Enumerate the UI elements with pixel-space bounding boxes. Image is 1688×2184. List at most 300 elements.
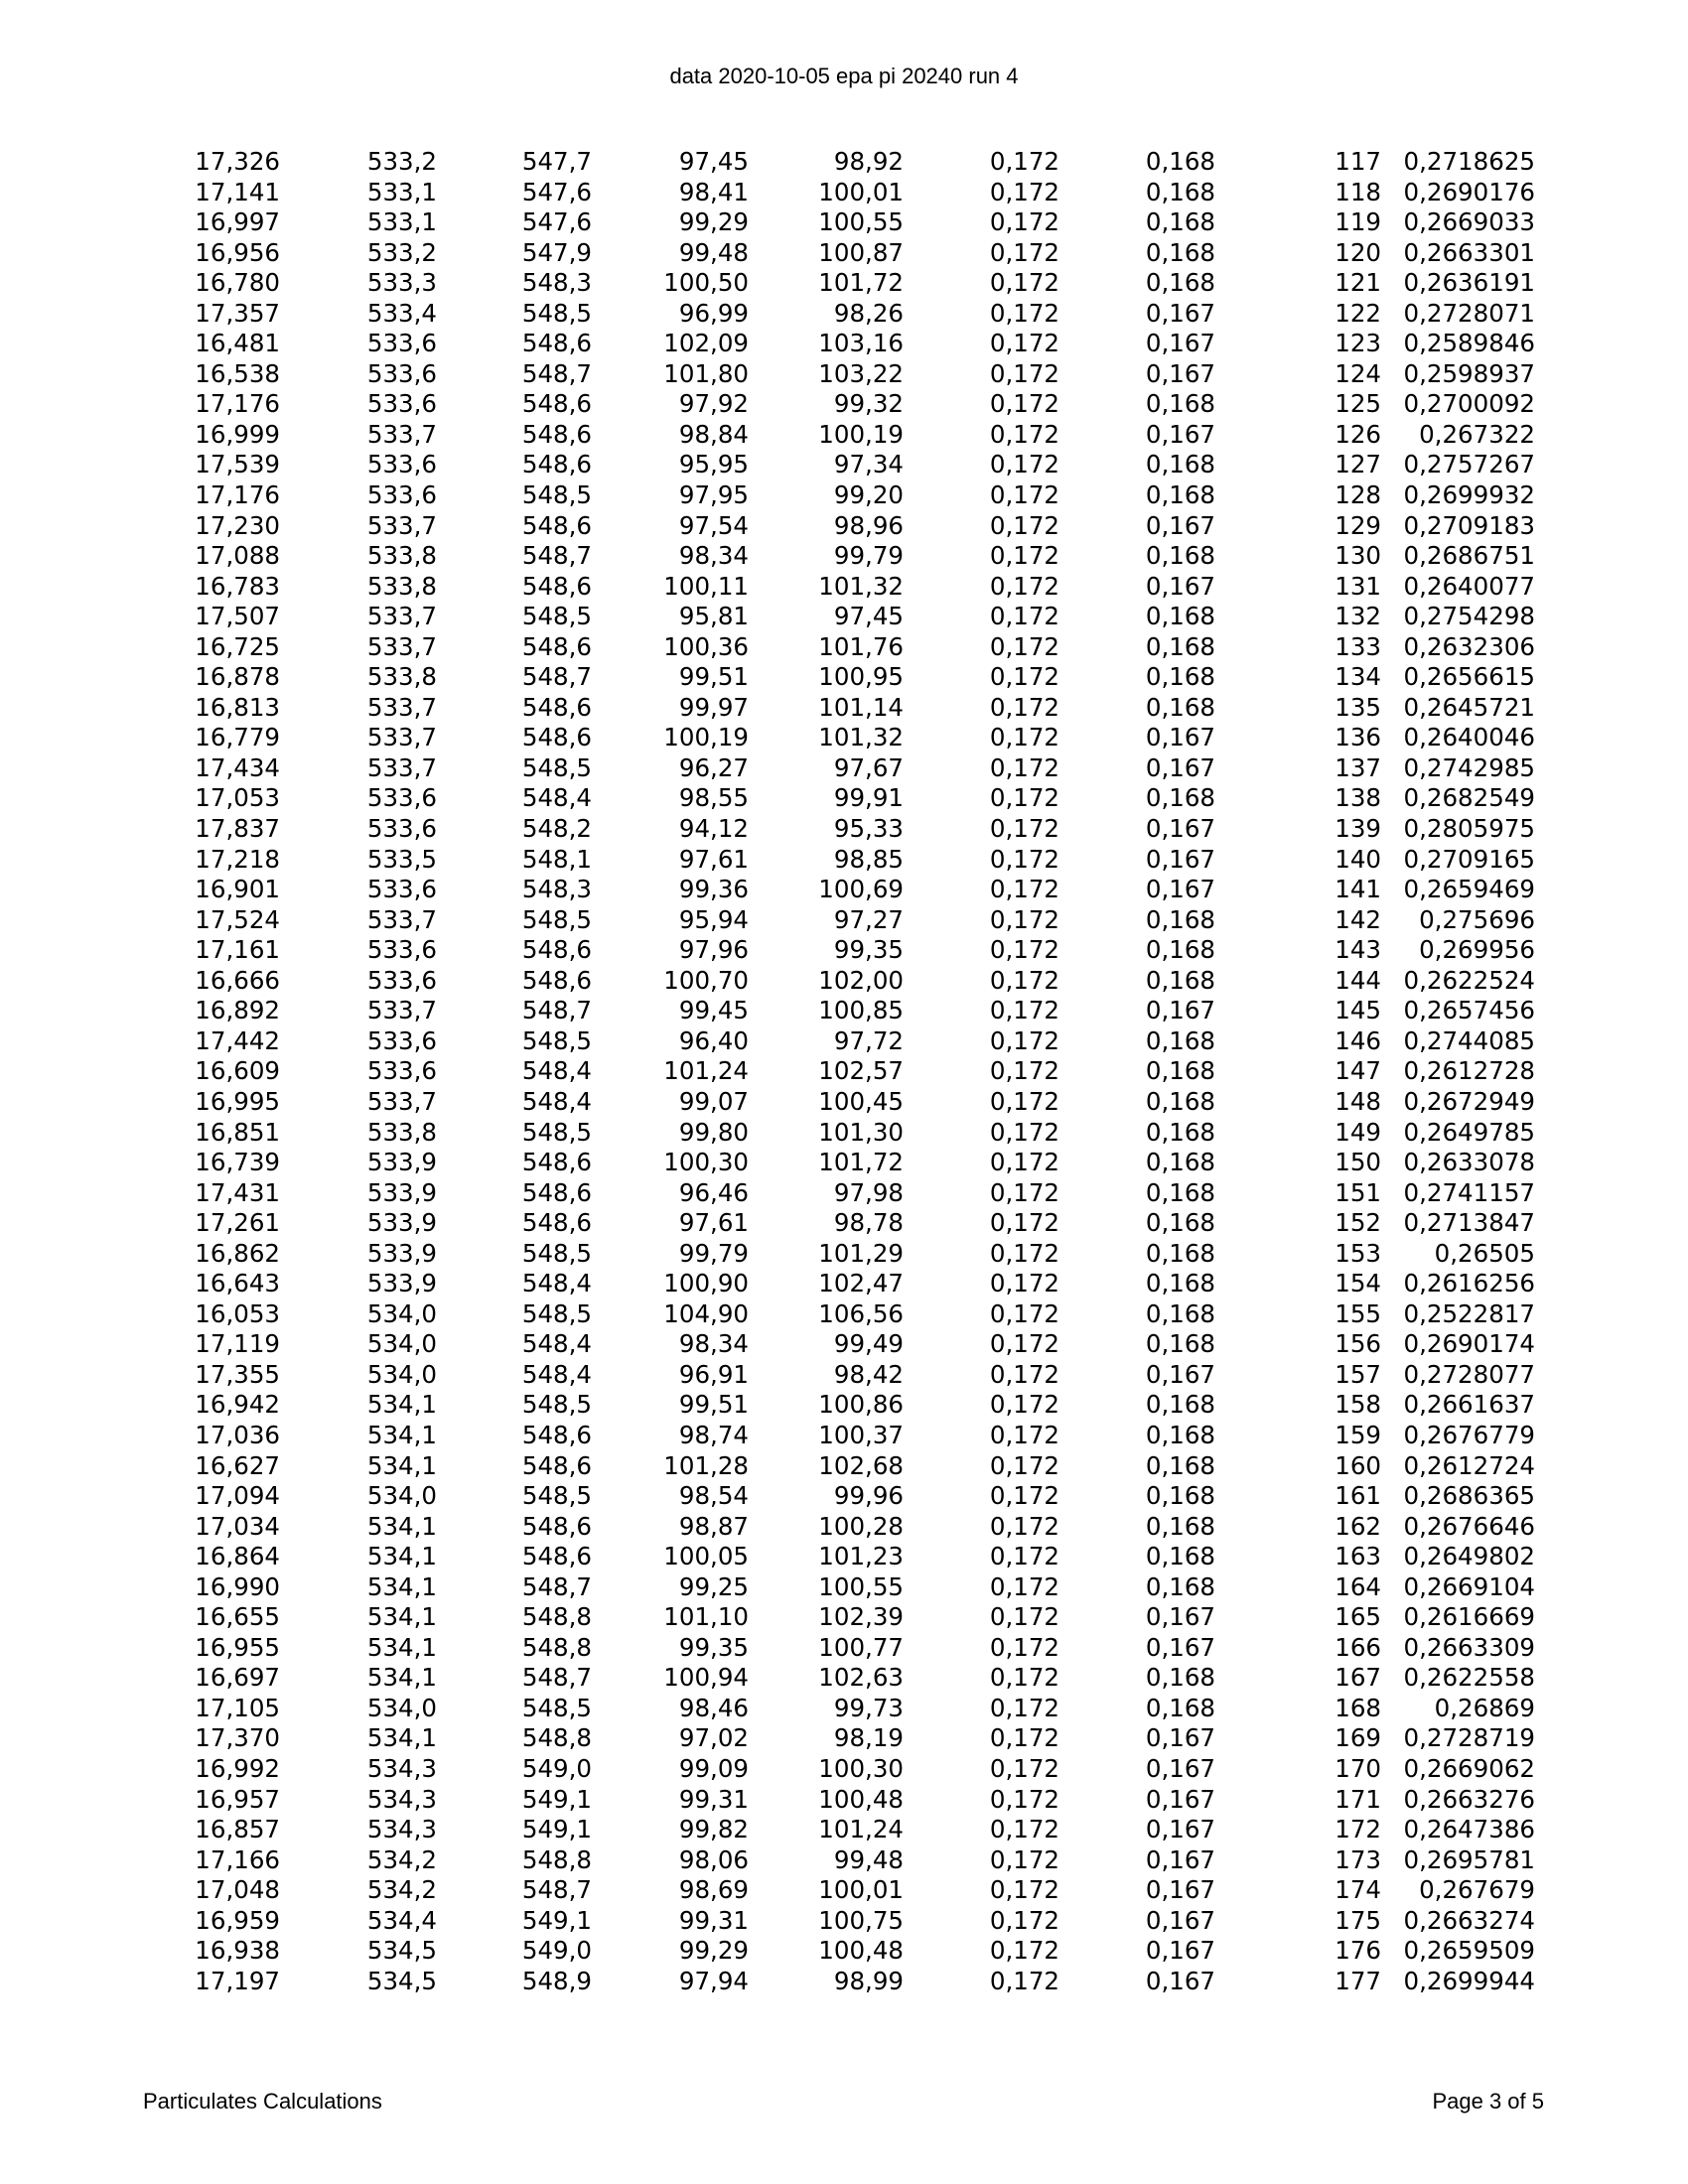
table-cell: 0,2633078 xyxy=(1403,1148,1535,1177)
table-row xyxy=(0,723,1535,753)
table-cell: 157 xyxy=(1335,1359,1381,1389)
table-cell: 0,172 xyxy=(989,1632,1059,1662)
table-cell: 0,2663274 xyxy=(1403,1905,1535,1935)
table-cell: 166 xyxy=(1335,1632,1381,1662)
table-cell: 98,34 xyxy=(678,541,749,571)
table-cell: 0,2522817 xyxy=(1403,1298,1535,1328)
table-cell: 16,666 xyxy=(195,965,280,995)
table-cell: 98,96 xyxy=(833,510,904,540)
table-row xyxy=(0,1087,1535,1118)
table-row xyxy=(0,1451,1535,1482)
table-cell: 0,168 xyxy=(1145,1390,1215,1420)
table-cell: 548,6 xyxy=(521,1420,592,1449)
table-cell: 534,3 xyxy=(366,1784,437,1814)
table-cell: 0,168 xyxy=(1145,631,1215,661)
table-cell: 0,167 xyxy=(1145,1784,1215,1814)
table-row xyxy=(0,207,1535,238)
table-cell: 17,141 xyxy=(195,177,280,206)
table-cell: 0,168 xyxy=(1145,904,1215,934)
table-cell: 548,6 xyxy=(521,1542,592,1571)
table-cell: 100,95 xyxy=(818,662,904,692)
table-cell: 0,172 xyxy=(989,692,1059,722)
table-cell: 101,30 xyxy=(818,1117,904,1147)
table-row xyxy=(0,389,1535,420)
table-cell: 121 xyxy=(1335,268,1381,298)
table-cell: 169 xyxy=(1335,1723,1381,1753)
table-cell: 139 xyxy=(1335,814,1381,844)
table-cell: 151 xyxy=(1335,1177,1381,1207)
table-row xyxy=(0,1118,1535,1149)
table-cell: 174 xyxy=(1335,1875,1381,1905)
table-cell: 100,05 xyxy=(663,1542,749,1571)
table-cell: 533,6 xyxy=(366,1056,437,1086)
table-cell: 0,172 xyxy=(989,1602,1059,1632)
table-cell: 128 xyxy=(1335,480,1381,510)
table-row xyxy=(0,1875,1535,1906)
table-cell: 533,7 xyxy=(366,631,437,661)
table-row xyxy=(0,1754,1535,1785)
table-cell: 98,74 xyxy=(678,1420,749,1449)
table-cell: 0,2742985 xyxy=(1403,752,1535,782)
table-cell: 164 xyxy=(1335,1571,1381,1601)
table-cell: 98,85 xyxy=(833,844,904,874)
table-cell: 548,6 xyxy=(521,450,592,479)
table-cell: 97,54 xyxy=(678,510,749,540)
table-cell: 0,172 xyxy=(989,1905,1059,1935)
table-cell: 99,51 xyxy=(678,662,749,692)
table-cell: 97,67 xyxy=(833,752,904,782)
table-cell: 130 xyxy=(1335,541,1381,571)
table-cell: 102,00 xyxy=(818,965,904,995)
table-cell: 0,172 xyxy=(989,1420,1059,1449)
table-cell: 97,98 xyxy=(833,1177,904,1207)
table-cell: 17,176 xyxy=(195,480,280,510)
table-cell: 0,172 xyxy=(989,1481,1059,1511)
table-cell: 0,2728719 xyxy=(1403,1723,1535,1753)
table-cell: 548,7 xyxy=(521,358,592,388)
table-row xyxy=(0,1239,1535,1270)
table-row xyxy=(0,875,1535,905)
table-cell: 548,8 xyxy=(521,1723,592,1753)
table-cell: 0,267322 xyxy=(1419,419,1535,449)
table-row xyxy=(0,1056,1535,1087)
table-cell: 159 xyxy=(1335,1420,1381,1449)
table-cell: 16,956 xyxy=(195,237,280,267)
table-cell: 548,6 xyxy=(521,631,592,661)
table-cell: 131 xyxy=(1335,571,1381,601)
table-cell: 533,1 xyxy=(366,207,437,237)
table-cell: 101,76 xyxy=(818,631,904,661)
table-cell: 0,2754298 xyxy=(1403,602,1535,631)
table-cell: 533,7 xyxy=(366,723,437,752)
table-cell: 99,79 xyxy=(678,1238,749,1268)
table-cell: 0,168 xyxy=(1145,1329,1215,1359)
table-cell: 156 xyxy=(1335,1329,1381,1359)
table-cell: 17,119 xyxy=(195,1329,280,1359)
table-cell: 0,2757267 xyxy=(1403,450,1535,479)
table-cell: 16,892 xyxy=(195,996,280,1025)
table-cell: 0,2709183 xyxy=(1403,510,1535,540)
table-cell: 101,29 xyxy=(818,1238,904,1268)
table-cell: 533,8 xyxy=(366,662,437,692)
table-cell: 0,167 xyxy=(1145,1905,1215,1935)
table-cell: 16,999 xyxy=(195,419,280,449)
table-cell: 167 xyxy=(1335,1663,1381,1693)
table-cell: 548,2 xyxy=(521,814,592,844)
table-cell: 0,167 xyxy=(1145,1632,1215,1662)
table-cell: 143 xyxy=(1335,935,1381,965)
table-cell: 162 xyxy=(1335,1511,1381,1541)
table-cell: 158 xyxy=(1335,1390,1381,1420)
table-cell: 99,91 xyxy=(833,783,904,813)
table-cell: 0,172 xyxy=(989,298,1059,328)
table-cell: 0,168 xyxy=(1145,935,1215,965)
footer-left: Particulates Calculations xyxy=(143,2089,382,2114)
table-cell: 0,2686365 xyxy=(1403,1481,1535,1511)
table-cell: 99,31 xyxy=(678,1905,749,1935)
table-cell: 534,1 xyxy=(366,1663,437,1693)
table-cell: 0,168 xyxy=(1145,147,1215,176)
table-cell: 99,48 xyxy=(833,1844,904,1874)
table-cell: 96,46 xyxy=(678,1177,749,1207)
table-row xyxy=(0,1542,1535,1572)
table-cell: 102,09 xyxy=(663,329,749,358)
table-row xyxy=(0,602,1535,632)
table-cell: 0,172 xyxy=(989,904,1059,934)
table-cell: 98,92 xyxy=(833,147,904,176)
table-cell: 0,167 xyxy=(1145,1359,1215,1389)
table-cell: 547,6 xyxy=(521,207,592,237)
table-cell: 0,168 xyxy=(1145,965,1215,995)
table-cell: 161 xyxy=(1335,1481,1381,1511)
table-cell: 17,355 xyxy=(195,1359,280,1389)
table-cell: 0,172 xyxy=(989,1148,1059,1177)
table-cell: 533,7 xyxy=(366,692,437,722)
table-cell: 99,51 xyxy=(678,1390,749,1420)
table-cell: 0,167 xyxy=(1145,1602,1215,1632)
table-cell: 97,95 xyxy=(678,480,749,510)
table-cell: 95,33 xyxy=(833,814,904,844)
table-cell: 0,172 xyxy=(989,358,1059,388)
table-cell: 548,9 xyxy=(521,1966,592,1995)
table-cell: 0,167 xyxy=(1145,298,1215,328)
table-cell: 548,4 xyxy=(521,1269,592,1298)
table-cell: 98,87 xyxy=(678,1511,749,1541)
table-cell: 0,2676779 xyxy=(1403,1420,1535,1449)
table-cell: 548,7 xyxy=(521,1875,592,1905)
table-cell: 0,167 xyxy=(1145,996,1215,1025)
table-cell: 0,172 xyxy=(989,419,1059,449)
table-cell: 548,6 xyxy=(521,1511,592,1541)
table-cell: 0,168 xyxy=(1145,1571,1215,1601)
table-cell: 533,5 xyxy=(366,844,437,874)
table-cell: 0,172 xyxy=(989,147,1059,176)
table-cell: 0,167 xyxy=(1145,1723,1215,1753)
table-cell: 96,91 xyxy=(678,1359,749,1389)
table-cell: 0,168 xyxy=(1145,1025,1215,1055)
table-cell: 0,167 xyxy=(1145,1815,1215,1844)
table-row xyxy=(0,238,1535,269)
table-cell: 17,370 xyxy=(195,1723,280,1753)
table-cell: 0,172 xyxy=(989,1693,1059,1722)
table-cell: 16,992 xyxy=(195,1753,280,1783)
table-cell: 548,5 xyxy=(521,1298,592,1328)
table-cell: 0,168 xyxy=(1145,1177,1215,1207)
table-cell: 98,54 xyxy=(678,1481,749,1511)
table-cell: 99,36 xyxy=(678,875,749,904)
table-cell: 99,79 xyxy=(833,541,904,571)
table-cell: 100,75 xyxy=(818,1905,904,1935)
table-cell: 0,2649802 xyxy=(1403,1542,1535,1571)
table-cell: 0,172 xyxy=(989,965,1059,995)
table-cell: 0,2728077 xyxy=(1403,1359,1535,1389)
table-cell: 533,6 xyxy=(366,875,437,904)
table-cell: 533,6 xyxy=(366,965,437,995)
table-cell: 533,6 xyxy=(366,389,437,419)
table-cell: 534,1 xyxy=(366,1511,437,1541)
table-cell: 119 xyxy=(1335,207,1381,237)
table-cell: 0,2663301 xyxy=(1403,237,1535,267)
table-cell: 17,539 xyxy=(195,450,280,479)
table-cell: 0,168 xyxy=(1145,207,1215,237)
page-header: data 2020-10-05 epa pi 20240 run 4 xyxy=(669,64,1019,88)
table-cell: 0,2709165 xyxy=(1403,844,1535,874)
table-cell: 173 xyxy=(1335,1844,1381,1874)
table-cell: 170 xyxy=(1335,1753,1381,1783)
table-cell: 98,84 xyxy=(678,419,749,449)
table-cell: 548,6 xyxy=(521,1148,592,1177)
table-cell: 172 xyxy=(1335,1815,1381,1844)
table-cell: 548,8 xyxy=(521,1844,592,1874)
table-cell: 533,6 xyxy=(366,480,437,510)
table-cell: 152 xyxy=(1335,1208,1381,1238)
table-cell: 100,19 xyxy=(663,723,749,752)
table-row xyxy=(0,572,1535,603)
table-row xyxy=(0,996,1535,1026)
table-cell: 547,7 xyxy=(521,147,592,176)
table-cell: 548,6 xyxy=(521,419,592,449)
table-cell: 129 xyxy=(1335,510,1381,540)
table-cell: 0,2690176 xyxy=(1403,177,1535,206)
table-cell: 0,172 xyxy=(989,844,1059,874)
table-cell: 0,172 xyxy=(989,1117,1059,1147)
table-row xyxy=(0,662,1535,693)
table-cell: 16,481 xyxy=(195,329,280,358)
table-row xyxy=(0,450,1535,480)
table-cell: 100,50 xyxy=(663,268,749,298)
table-cell: 533,8 xyxy=(366,571,437,601)
table-row xyxy=(0,1602,1535,1633)
table-cell: 0,2640077 xyxy=(1403,571,1535,601)
table-cell: 100,90 xyxy=(663,1269,749,1298)
table-cell: 0,172 xyxy=(989,1025,1059,1055)
table-cell: 150 xyxy=(1335,1148,1381,1177)
table-cell: 548,6 xyxy=(521,935,592,965)
table-cell: 141 xyxy=(1335,875,1381,904)
table-cell: 17,034 xyxy=(195,1511,280,1541)
table-cell: 103,22 xyxy=(818,358,904,388)
table-row xyxy=(0,1845,1535,1876)
table-cell: 0,2713847 xyxy=(1403,1208,1535,1238)
table-cell: 534,0 xyxy=(366,1298,437,1328)
table-cell: 0,172 xyxy=(989,1056,1059,1086)
table-cell: 533,3 xyxy=(366,268,437,298)
table-cell: 99,31 xyxy=(678,1784,749,1814)
table-cell: 102,47 xyxy=(818,1269,904,1298)
table-cell: 16,942 xyxy=(195,1390,280,1420)
table-cell: 0,2728071 xyxy=(1403,298,1535,328)
table-cell: 17,176 xyxy=(195,389,280,419)
table-cell: 0,2657456 xyxy=(1403,996,1535,1025)
table-cell: 101,80 xyxy=(663,358,749,388)
table-cell: 16,901 xyxy=(195,875,280,904)
table-cell: 548,5 xyxy=(521,298,592,328)
table-cell: 0,2616256 xyxy=(1403,1269,1535,1298)
table-row xyxy=(0,1633,1535,1664)
table-cell: 98,26 xyxy=(833,298,904,328)
table-cell: 0,168 xyxy=(1145,1511,1215,1541)
table-cell: 534,0 xyxy=(366,1359,437,1389)
table-cell: 160 xyxy=(1335,1450,1381,1480)
table-cell: 0,2663276 xyxy=(1403,1784,1535,1814)
table-cell: 0,2700092 xyxy=(1403,389,1535,419)
table-row xyxy=(0,1148,1535,1178)
table-cell: 548,6 xyxy=(521,571,592,601)
table-cell: 0,172 xyxy=(989,814,1059,844)
table-cell: 100,55 xyxy=(818,1571,904,1601)
table-cell: 549,0 xyxy=(521,1936,592,1966)
table-cell: 0,2682549 xyxy=(1403,783,1535,813)
table-cell: 0,172 xyxy=(989,1390,1059,1420)
table-cell: 17,197 xyxy=(195,1966,280,1995)
table-cell: 0,168 xyxy=(1145,1298,1215,1328)
table-cell: 98,46 xyxy=(678,1693,749,1722)
table-cell: 126 xyxy=(1335,419,1381,449)
table-cell: 534,2 xyxy=(366,1844,437,1874)
table-cell: 100,86 xyxy=(818,1390,904,1420)
table-row xyxy=(0,1178,1535,1209)
table-cell: 99,82 xyxy=(678,1815,749,1844)
table-cell: 95,95 xyxy=(678,450,749,479)
table-cell: 0,172 xyxy=(989,1966,1059,1995)
table-cell: 534,1 xyxy=(366,1390,437,1420)
table-row xyxy=(0,753,1535,784)
table-cell: 548,7 xyxy=(521,1571,592,1601)
table-cell: 0,167 xyxy=(1145,1966,1215,1995)
table-cell: 0,167 xyxy=(1145,571,1215,601)
table-cell: 548,4 xyxy=(521,783,592,813)
table-cell: 548,7 xyxy=(521,996,592,1025)
table-cell: 137 xyxy=(1335,752,1381,782)
table-cell: 98,34 xyxy=(678,1329,749,1359)
table-cell: 548,5 xyxy=(521,904,592,934)
table-cell: 0,168 xyxy=(1145,1086,1215,1116)
table-cell: 0,167 xyxy=(1145,752,1215,782)
table-cell: 534,1 xyxy=(366,1450,437,1480)
table-cell: 99,20 xyxy=(833,480,904,510)
table-cell: 0,172 xyxy=(989,1784,1059,1814)
table-cell: 97,45 xyxy=(678,147,749,176)
table-cell: 146 xyxy=(1335,1025,1381,1055)
table-cell: 16,643 xyxy=(195,1269,280,1298)
table-row xyxy=(0,1936,1535,1967)
table-cell: 0,2690174 xyxy=(1403,1329,1535,1359)
table-cell: 16,864 xyxy=(195,1542,280,1571)
table-cell: 534,3 xyxy=(366,1815,437,1844)
table-cell: 98,78 xyxy=(833,1208,904,1238)
table-cell: 548,1 xyxy=(521,844,592,874)
table-row xyxy=(0,329,1535,359)
table-cell: 533,4 xyxy=(366,298,437,328)
table-cell: 0,172 xyxy=(989,1298,1059,1328)
table-cell: 533,1 xyxy=(366,177,437,206)
table-cell: 97,72 xyxy=(833,1025,904,1055)
table-row xyxy=(0,1329,1535,1360)
table-cell: 0,168 xyxy=(1145,541,1215,571)
table-cell: 97,61 xyxy=(678,844,749,874)
table-cell: 0,168 xyxy=(1145,177,1215,206)
table-cell: 0,2805975 xyxy=(1403,814,1535,844)
table-cell: 0,172 xyxy=(989,1086,1059,1116)
table-cell: 17,442 xyxy=(195,1025,280,1055)
table-cell: 120 xyxy=(1335,237,1381,267)
table-row xyxy=(0,783,1535,814)
table-cell: 0,2695781 xyxy=(1403,1844,1535,1874)
table-cell: 548,6 xyxy=(521,329,592,358)
table-cell: 16,813 xyxy=(195,692,280,722)
table-cell: 101,72 xyxy=(818,268,904,298)
table-cell: 16,997 xyxy=(195,207,280,237)
table-cell: 0,172 xyxy=(989,450,1059,479)
table-row xyxy=(0,1360,1535,1391)
table-cell: 0,172 xyxy=(989,783,1059,813)
table-row xyxy=(0,511,1535,542)
table-cell: 97,34 xyxy=(833,450,904,479)
table-cell: 16,862 xyxy=(195,1238,280,1268)
table-cell: 0,168 xyxy=(1145,1693,1215,1722)
table-cell: 0,172 xyxy=(989,1815,1059,1844)
table-cell: 99,35 xyxy=(678,1632,749,1662)
table-cell: 0,2686751 xyxy=(1403,541,1535,571)
table-cell: 0,172 xyxy=(989,723,1059,752)
table-cell: 533,7 xyxy=(366,419,437,449)
table-cell: 548,5 xyxy=(521,480,592,510)
table-cell: 99,48 xyxy=(678,237,749,267)
table-cell: 548,5 xyxy=(521,602,592,631)
table-cell: 0,2636191 xyxy=(1403,268,1535,298)
table-cell: 101,24 xyxy=(663,1056,749,1086)
table-cell: 100,85 xyxy=(818,996,904,1025)
table-cell: 0,2699932 xyxy=(1403,480,1535,510)
table-cell: 534,1 xyxy=(366,1420,437,1449)
table-cell: 16,697 xyxy=(195,1663,280,1693)
table-cell: 533,9 xyxy=(366,1238,437,1268)
table-row xyxy=(0,1723,1535,1754)
table-cell: 0,2661637 xyxy=(1403,1390,1535,1420)
table-cell: 548,6 xyxy=(521,389,592,419)
table-row xyxy=(0,1815,1535,1845)
table-cell: 0,172 xyxy=(989,662,1059,692)
table-cell: 0,172 xyxy=(989,1238,1059,1268)
table-cell: 548,6 xyxy=(521,1450,592,1480)
table-cell: 16,990 xyxy=(195,1571,280,1601)
table-cell: 0,172 xyxy=(989,389,1059,419)
table-cell: 100,87 xyxy=(818,237,904,267)
table-cell: 16,780 xyxy=(195,268,280,298)
table-cell: 0,172 xyxy=(989,541,1059,571)
table-cell: 533,2 xyxy=(366,147,437,176)
table-cell: 0,275696 xyxy=(1419,904,1535,934)
